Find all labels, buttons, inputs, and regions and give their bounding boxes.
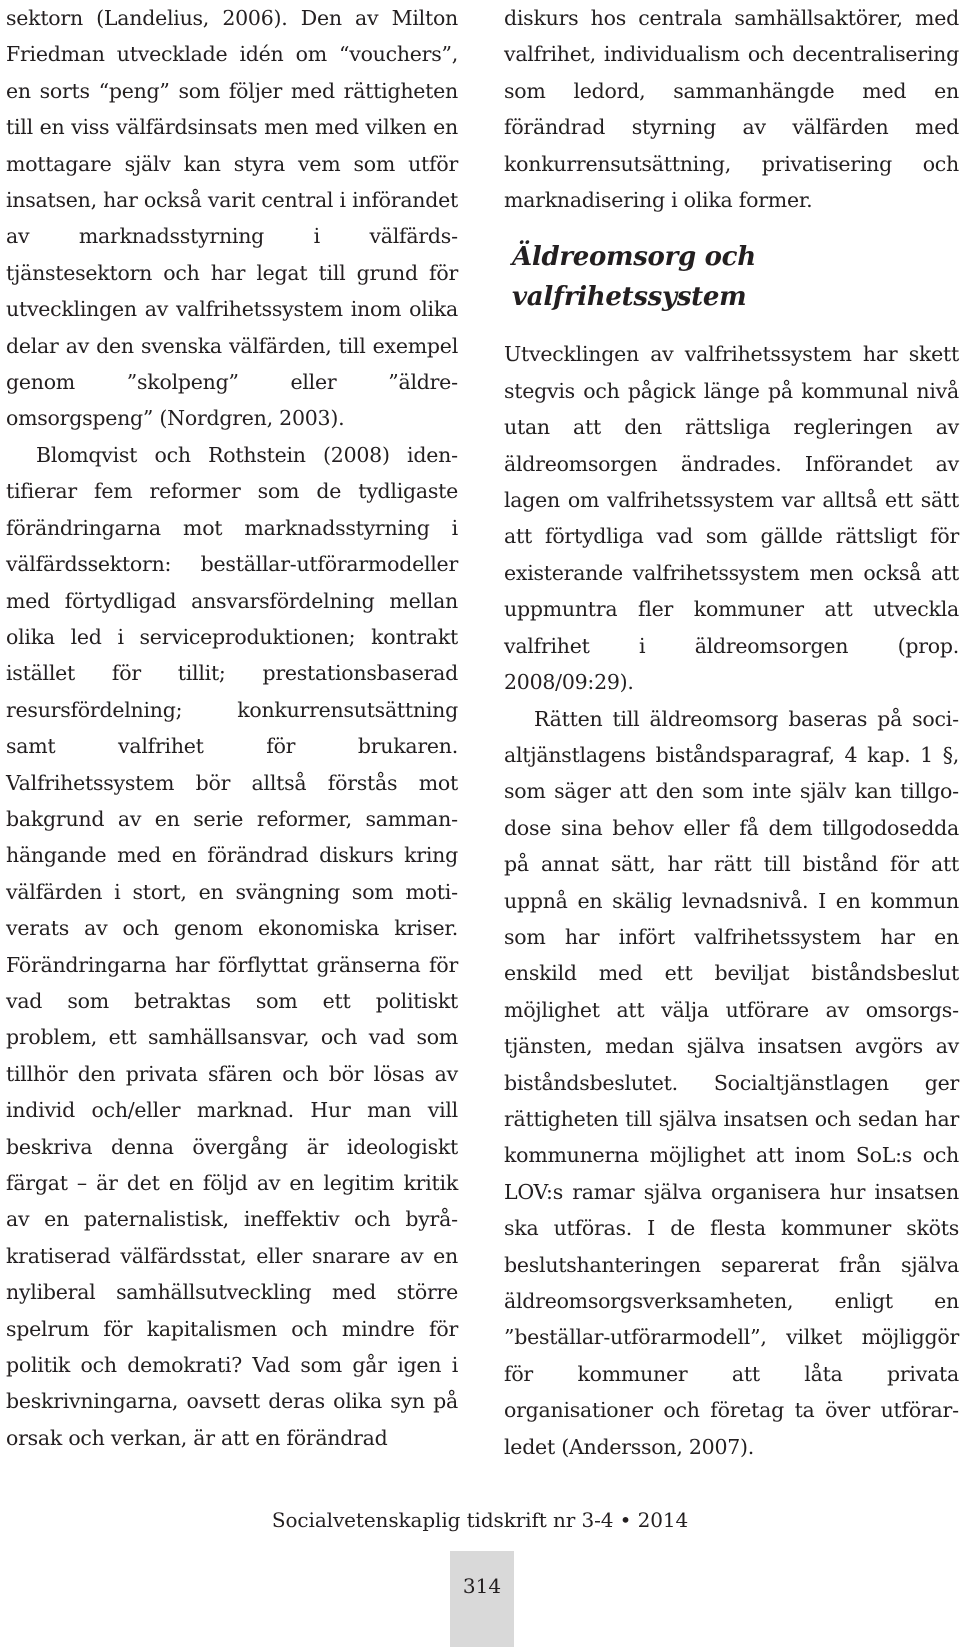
body-paragraph: Blomqvist och Rothstein (2008) identifierar fem reformer som de tydligaste förändringarna mot marknadsstyrning i välfärdssektorn: beställar-utförarmodeller med förtydligad ansvarsfördelning mellan olika led i serviceproduktionen; kontrakt istället för tillit; prestationsbaserad resursfördelning; konkurrensutsättning samt valfrihet för brukaren. Valfrihetssystem bör alltså förstås mot bakgrund av en serie reformer, sammanhängande med en förändrad diskurs kring välfärden i stort, en svängning som motiverats av och genom ekonomiska kriser. Förändringarna har förflyttat gränserna för vad som betraktas som ett politiskt problem, ett samhällsansvar, och vad som tillhör den privata sfären och bör lösas av individ och/eller marknad. Hur man vill beskriva denna övergång är ideologiskt färgat – är det en följd av en legitim kritik av en paternalistisk, ineffektiv och byråkratiserad välfärdsstat, eller snarare av en nyliberal samhällsutveckling med större spelrum för kapitalismen och mindre för politik och demokrati? Vad som går igen i beskrivningarna, oavsett deras olika syn på orsak och verkan, är att en förändrad	[6, 442, 458, 1450]
page-number-box	[450, 1551, 514, 1647]
right-column	[504, 0, 959, 1465]
body-paragraph: Rätten till äldreomsorg baseras på socialtjänstlagens biståndsparagraf, 4 kap. 1 §, som säger att den som inte själv kan tillgodose sina behov eller få dem tillgodosedda på annat sätt, har rätt till bistånd för att uppnå en skälig levnadsnivå. I en kommun som har infört valfrihetssystem har en enskild med ett beviljat biståndsbeslut möjlighet att välja utförare av omsorgstjänsten, medan själva insatsen avgörs av biståndsbeslutet. Socialtjänstlagen ger rättigheten till själva insatsen och sedan har kommunerna möjlighet att inom SoL:s och LOV:s ramar själva organisera hur insatsen ska utföras. I de flesta kommuner sköts beslutshanteringen separerat från själva äldreomsorgsverksamheten, enligt en ”beställar-utförarmodell”, vilket möjliggör för kommuner att låta privata organisationer och företag ta över utförarledet (Andersson, 2007).	[504, 706, 959, 1459]
body-paragraph: diskurs hos centrala samhällsaktörer, med valfrihet, individualism och decentralisering som ledord, sammanhängde med en förändrad styrning av välfärden med konkurrensutsättning, privatisering och marknadisering i olika former.	[504, 6, 959, 213]
section-heading: Äldreomsorg och valfrihetssystem	[512, 242, 756, 313]
page-number: 314	[462, 1574, 502, 1598]
body-paragraph: Utvecklingen av valfrihetssystem har skett stegvis och pågick länge på kommunal nivå utan att den rättsliga regleringen av äldreomsorgen ändrades. Införandet av lagen om valfrihetssystem var alltså ett sätt att förtydliga vad som gällde rättsligt för existerande valfrihetssystem men också att uppmuntra fler kommuner att utveckla valfrihet i äldreomsorgen (prop. 2008/09:29).	[504, 342, 959, 695]
left-column	[6, 0, 458, 1456]
body-paragraph: sektorn (Landelius, 2006). Den av Milton Friedman utvecklade idén om “vouchers”, en sorts “peng” som följer med rättigheten till en viss välfärdsinsats men med vilken en mottagare själv kan styra vem som utför insatsen, har också varit central i införandet av marknadsstyrning i välfärdstjänstesektorn och har legat till grund för utvecklingen av valfrihetssystem inom olika delar av den svenska välfärden, till exempel genom ”skolpeng” eller ”äldreomsorgspeng” (Nordgren, 2003).	[6, 6, 458, 431]
journal-footer: Socialvetenskaplig tidskrift nr 3-4 • 2014	[271, 1508, 689, 1532]
